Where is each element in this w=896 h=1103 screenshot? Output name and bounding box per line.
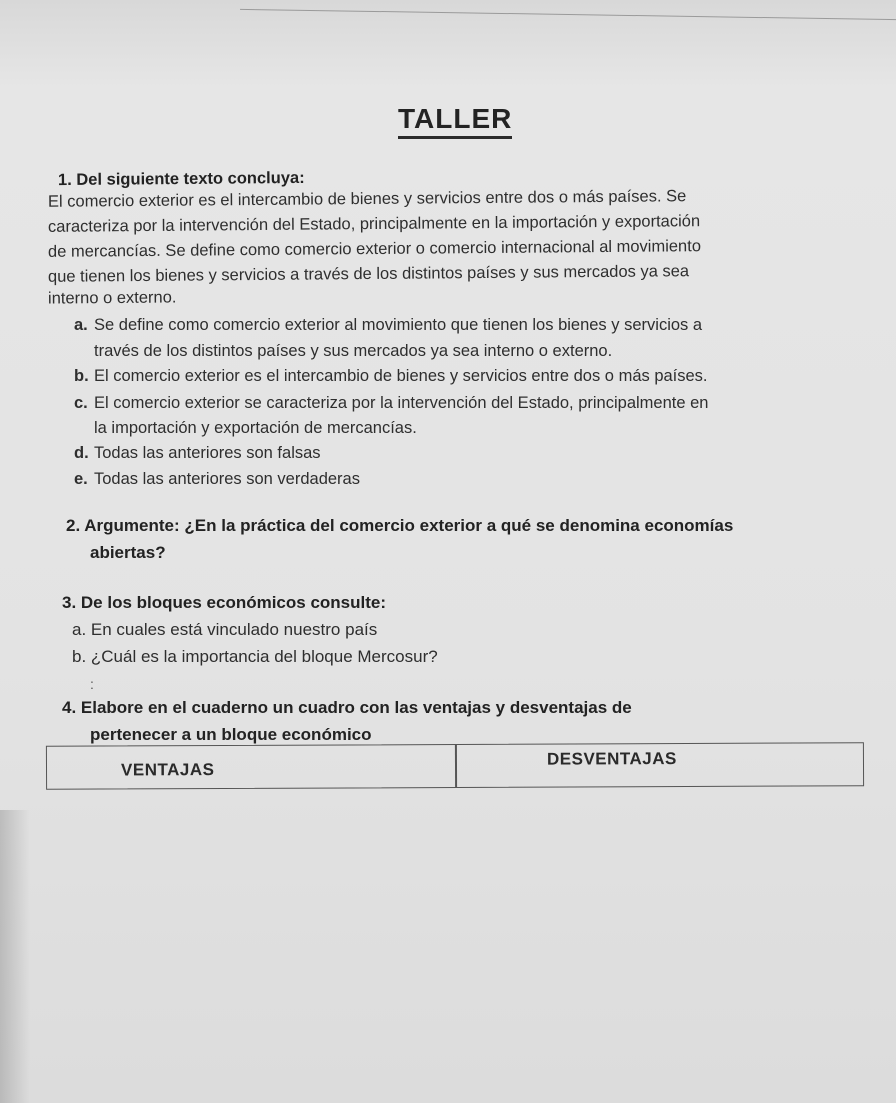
question-1-paragraph-line: interno o externo. xyxy=(47,288,177,308)
option-letter: b. xyxy=(74,367,89,385)
question-2-line: 2. Argumente: ¿En la práctica del comercio exterior a qué se denomina economías xyxy=(66,516,734,535)
option-letter: d. xyxy=(74,444,89,462)
question-1-paragraph-line: caracteriza por la intervención del Estado, principalmente en la importación y exportación xyxy=(47,212,701,236)
option-text: El comercio exterior es el intercambio de bienes y servicios entre dos o más países. xyxy=(94,367,708,385)
option-letter: c. xyxy=(74,394,88,412)
table-header-ventajas: VENTAJAS xyxy=(120,760,215,780)
option-text: Todas las anteriores son verdaderas xyxy=(94,470,360,488)
table-header-desventajas: DESVENTAJAS xyxy=(546,749,677,769)
question-4-line: pertenecer a un bloque económico xyxy=(90,725,372,744)
option-text: El comercio exterior se caracteriza por la intervención del Estado, principalmente en xyxy=(94,394,709,412)
option-letter: a. xyxy=(74,316,88,334)
question-3-item-b: b. ¿Cuál es la importancia del bloque Mercosur? xyxy=(72,647,438,666)
option-a-continuation: través de los distintos países y sus mercados ya sea interno o externo. xyxy=(94,342,613,360)
option-c-continuation: la importación y exportación de mercancías. xyxy=(94,419,417,437)
question-3-item-a: a. En cuales está vinculado nuestro país xyxy=(72,620,378,639)
question-1-heading: 1. Del siguiente texto concluya: xyxy=(57,168,305,190)
option-text: Todas las anteriores son falsas xyxy=(94,444,321,462)
advantages-table xyxy=(46,742,864,790)
top-rule xyxy=(240,9,896,20)
question-4-line: 4. Elabore en el cuaderno un cuadro con las ventajas y desventajas de xyxy=(62,698,632,717)
page-title: TALLER xyxy=(398,103,512,139)
page-shadow xyxy=(0,810,30,1103)
stray-mark: : xyxy=(90,676,94,692)
question-3-heading: 3. De los bloques económicos consulte: xyxy=(62,593,387,612)
question-1-paragraph-line: El comercio exterior es el intercambio de bienes y servicios entre dos o más países. Se xyxy=(47,187,687,211)
table-column-divider xyxy=(455,745,457,787)
option-text: Se define como comercio exterior al movimiento que tienen los bienes y servicios a xyxy=(94,316,703,334)
question-2-line: abiertas? xyxy=(90,543,166,562)
option-letter: e. xyxy=(74,470,88,488)
question-1-paragraph-line: de mercancías. Se define como comercio exterior o comercio internacional al movimiento xyxy=(47,237,702,261)
question-1-paragraph-line: que tienen los bienes y servicios a través de los distintos países y sus mercados ya sea xyxy=(47,262,690,286)
